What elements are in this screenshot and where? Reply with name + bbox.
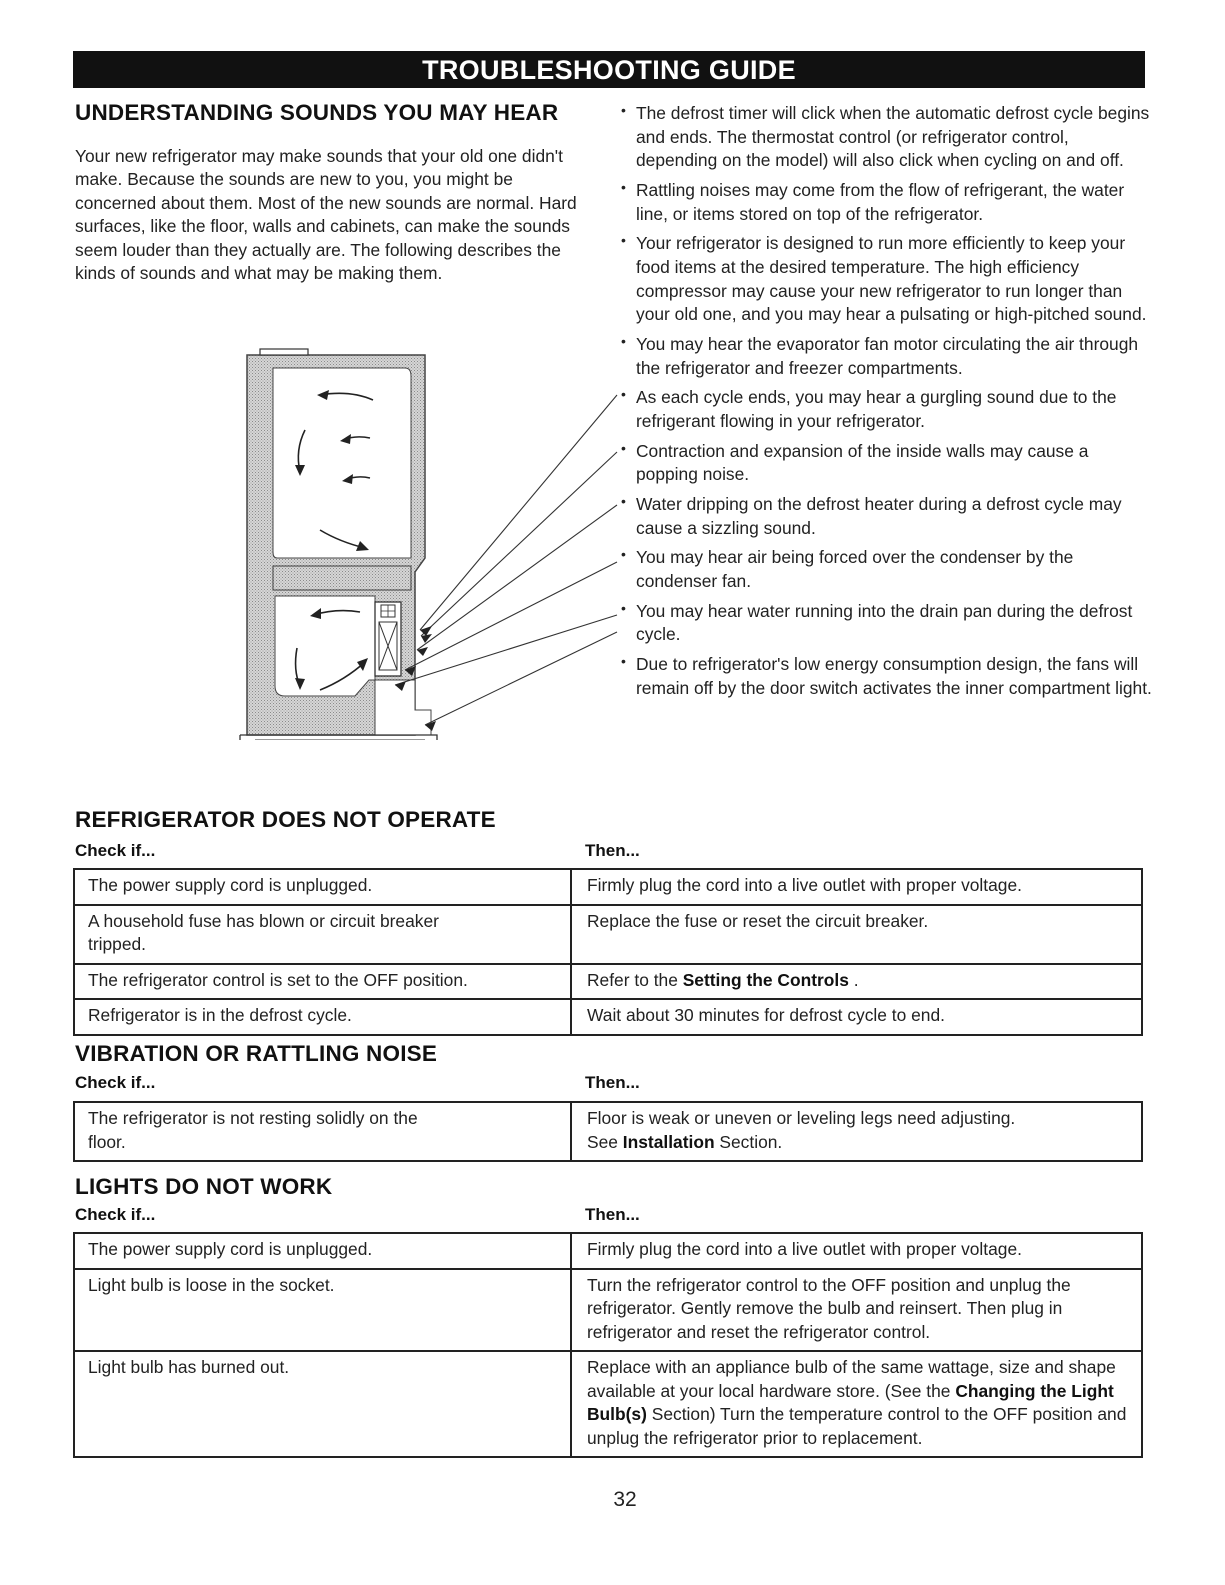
table-row bbox=[74, 1351, 1142, 1457]
vibration-heading: VIBRATION OR RATTLING NOISE bbox=[75, 1041, 438, 1066]
check-cell: Refrigerator is in the defrost cycle. bbox=[74, 999, 571, 1035]
list-item: • Contraction and expansion of the inside walls may cause a popping noise. bbox=[617, 440, 1152, 487]
then-text: Section) Turn the temperature control to the OFF position and unplug the refrigerator prior to replacement. bbox=[587, 1404, 1127, 1448]
check-cell: Light bulb has burned out. bbox=[74, 1351, 571, 1457]
then-cell bbox=[571, 1351, 1142, 1457]
then-cell: Firmly plug the cord into a live outlet with proper voltage. bbox=[571, 869, 1142, 905]
page-banner: TROUBLESHOOTING GUIDE bbox=[73, 51, 1145, 88]
then-text: Section. bbox=[714, 1131, 783, 1152]
operate-table bbox=[73, 868, 1143, 1036]
table-row bbox=[74, 1269, 1142, 1352]
sounds-bullet-list bbox=[617, 102, 1152, 707]
sounds-heading: UNDERSTANDING SOUNDS YOU MAY HEAR bbox=[75, 100, 559, 125]
check-cell: The refrigerator control is set to the OFF position. bbox=[74, 964, 571, 1000]
refrigerator-diagram bbox=[225, 340, 645, 740]
operate-then-header: Then... bbox=[585, 841, 640, 860]
then-cell: Replace the fuse or reset the circuit breaker. bbox=[571, 905, 1142, 964]
page-number: 32 bbox=[613, 1488, 637, 1511]
table-row bbox=[74, 999, 1142, 1035]
table-row bbox=[74, 1233, 1142, 1269]
check-cell: The power supply cord is unplugged. bbox=[74, 869, 571, 905]
lights-check-header: Check if... bbox=[75, 1205, 156, 1224]
then-cell bbox=[571, 1102, 1142, 1161]
lights-then-header: Then... bbox=[585, 1205, 640, 1224]
list-item: • The defrost timer will click when the automatic defrost cycle begins and ends. The thermostat control (or refrigerator control, depending on the model) will also click when cycling on and off. bbox=[617, 102, 1152, 173]
then-cell bbox=[571, 964, 1142, 1000]
list-item: • As each cycle ends, you may hear a gurgling sound due to the refrigerant flowing in your refrigerator. bbox=[617, 386, 1152, 433]
list-item: • You may hear water running into the drain pan during the defrost cycle. bbox=[617, 600, 1152, 647]
list-item: • You may hear air being forced over the condenser by the condenser fan. bbox=[617, 546, 1152, 593]
list-item: • Water dripping on the defrost heater during a defrost cycle may cause a sizzling sound. bbox=[617, 493, 1152, 540]
then-text: Replace with an appliance bulb of the same wattage, size and shape available at your local hardware store. (See the bbox=[587, 1357, 1116, 1401]
then-text: Floor is weak or uneven or leveling legs need adjusting. bbox=[587, 1108, 1016, 1128]
list-item: • You may hear the evaporator fan motor circulating the air through the refrigerator and freezer compartments. bbox=[617, 333, 1152, 380]
vibration-then-header: Then... bbox=[585, 1073, 640, 1092]
then-cell: Firmly plug the cord into a live outlet with proper voltage. bbox=[571, 1233, 1142, 1269]
table-row bbox=[74, 869, 1142, 905]
section-reference: Changing the Light Bulb(s) bbox=[587, 1380, 1114, 1424]
list-item: • Due to refrigerator's low energy consumption design, the fans will remain off by the door switch activates the inner compartment light. bbox=[617, 653, 1152, 700]
list-item: • Your refrigerator is designed to run more efficiently to keep your food items at the desired temperature. The high efficiency compressor may cause your new refrigerator to run longer than your old one, and you may hear a pulsating or high-pitched sound. bbox=[617, 232, 1152, 326]
table-row bbox=[74, 1102, 1142, 1161]
list-item: • Rattling noises may come from the flow of refrigerant, the water line, or items stored on top of the refrigerator. bbox=[617, 179, 1152, 226]
table-row bbox=[74, 905, 1142, 964]
then-text: See bbox=[587, 1131, 623, 1152]
section-reference: Installation bbox=[622, 1131, 715, 1152]
vibration-check-header: Check if... bbox=[75, 1073, 156, 1092]
then-text: . bbox=[848, 969, 859, 990]
then-cell: Turn the refrigerator control to the OFF position and unplug the refrigerator. Gently remove the bulb and reinsert. Then plug in refrigerator and reset the refrigerator control. bbox=[571, 1269, 1142, 1352]
check-cell: A household fuse has blown or circuit breaker tripped. bbox=[74, 905, 571, 964]
then-text: Refer to the bbox=[587, 969, 683, 990]
section-reference: Setting the Controls bbox=[682, 969, 849, 990]
lights-table bbox=[73, 1232, 1143, 1458]
operate-check-header: Check if... bbox=[75, 841, 156, 860]
check-cell: Light bulb is loose in the socket. bbox=[74, 1269, 571, 1352]
operate-heading: REFRIGERATOR DOES NOT OPERATE bbox=[75, 807, 496, 832]
check-cell: The power supply cord is unplugged. bbox=[74, 1233, 571, 1269]
vibration-table bbox=[73, 1101, 1143, 1162]
check-cell: The refrigerator is not resting solidly on the floor. bbox=[74, 1102, 571, 1161]
table-row bbox=[74, 964, 1142, 1000]
sounds-intro: Your new refrigerator may make sounds that your old one didn't make. Because the sounds are new to you, you might be concerned about them. Most of the new sounds are normal. Hard surfaces, like the floor, walls and cabinets, can make the sounds seem louder than they actually are. The following describes the kinds of sounds and what may be making them. bbox=[75, 146, 577, 284]
then-cell: Wait about 30 minutes for defrost cycle to end. bbox=[571, 999, 1142, 1035]
lights-heading: LIGHTS DO NOT WORK bbox=[75, 1174, 333, 1199]
